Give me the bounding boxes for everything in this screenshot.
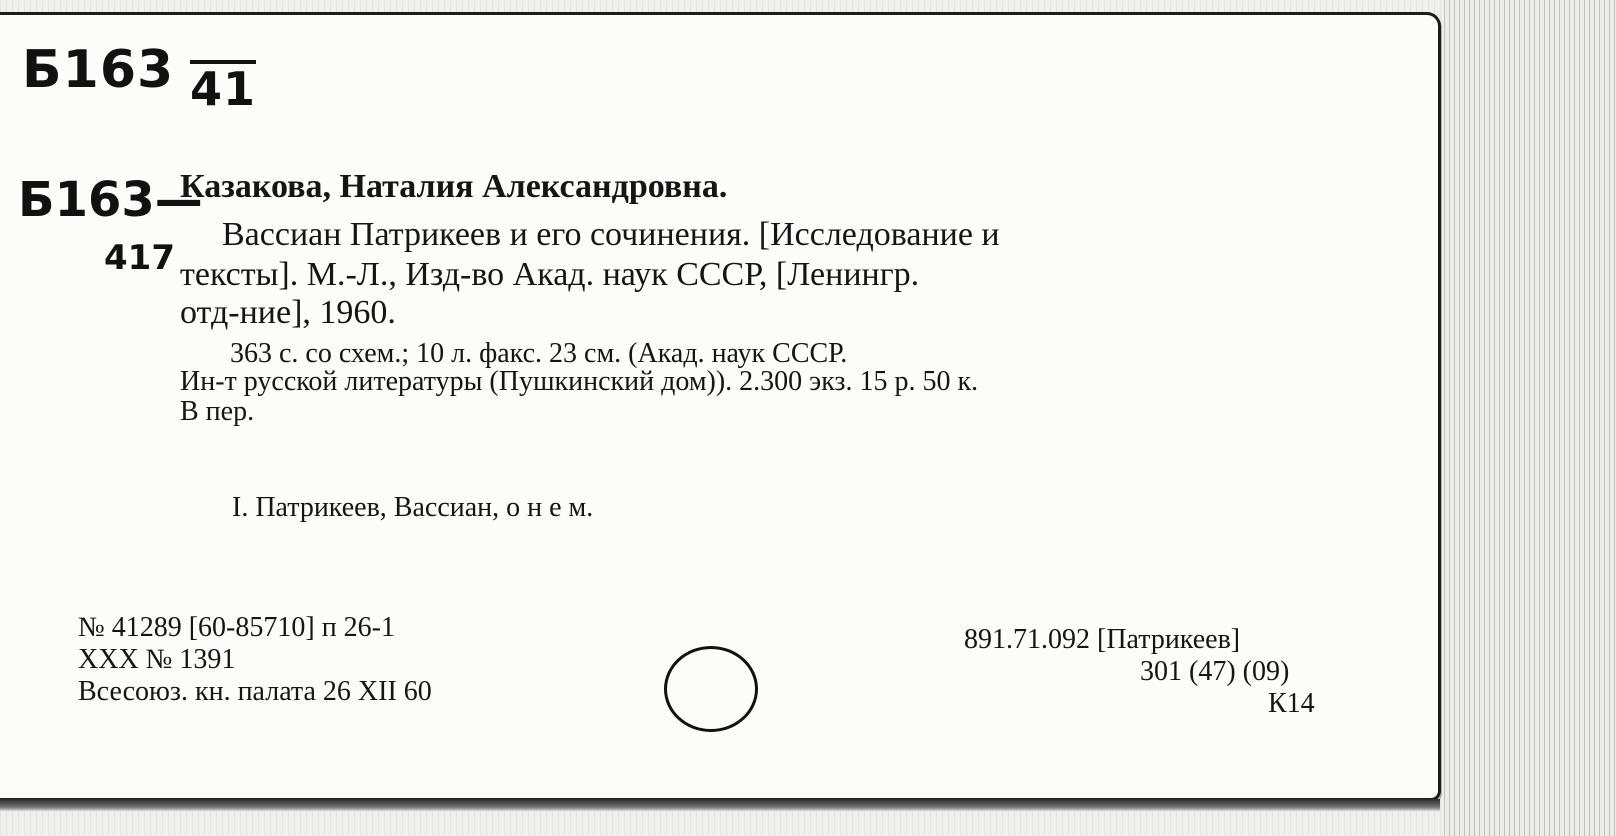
- handwritten-shelfmark-top-sub: 41: [190, 62, 257, 116]
- description-line-1: 363 с. со схем.; 10 л. факс. 23 см. (Акад. наук СССР.: [230, 338, 848, 369]
- handwritten-shelfmark-top-main: Б163: [22, 40, 175, 100]
- punch-hole: [664, 646, 758, 732]
- description-line-3: В пер.: [180, 396, 255, 427]
- series-number: XXX № 1391: [78, 644, 236, 675]
- chamber-stamp-line: Всесоюз. кн. палата 26 XII 60: [78, 676, 432, 707]
- subject-heading: I. Патрикеев, Вассиан, о н е м.: [232, 492, 594, 523]
- classification-code: 891.71.092 [Патрикеев]: [964, 624, 1241, 655]
- author-mark: К14: [1268, 688, 1315, 719]
- handwritten-shelfmark-side: Б163—: [18, 172, 203, 228]
- description-line-2: Ин-т русской литературы (Пушкинский дом)). 2.300 экз. 15 р. 50 к.: [180, 366, 979, 397]
- title-line-2: тексты]. М.-Л., Изд-во Акад. наук СССР, [Ленингр.: [180, 256, 920, 293]
- title-line-3: отд-ние], 1960.: [180, 294, 396, 331]
- classification-subcode: 301 (47) (09): [1140, 656, 1290, 687]
- registration-number: № 41289 [60-85710] п 26-1: [78, 612, 395, 643]
- adjacent-card-edge: [1444, 0, 1616, 836]
- author-heading: Казакова, Наталия Александровна.: [180, 168, 728, 205]
- card-bottom-edge: [0, 799, 1440, 811]
- title-line-1: Вассиан Патрикеев и его сочинения. [Исследование и: [222, 216, 1000, 253]
- handwritten-shelfmark-side-sub: 417: [104, 238, 175, 278]
- handwritten-shelfmark-top: [22, 40, 257, 116]
